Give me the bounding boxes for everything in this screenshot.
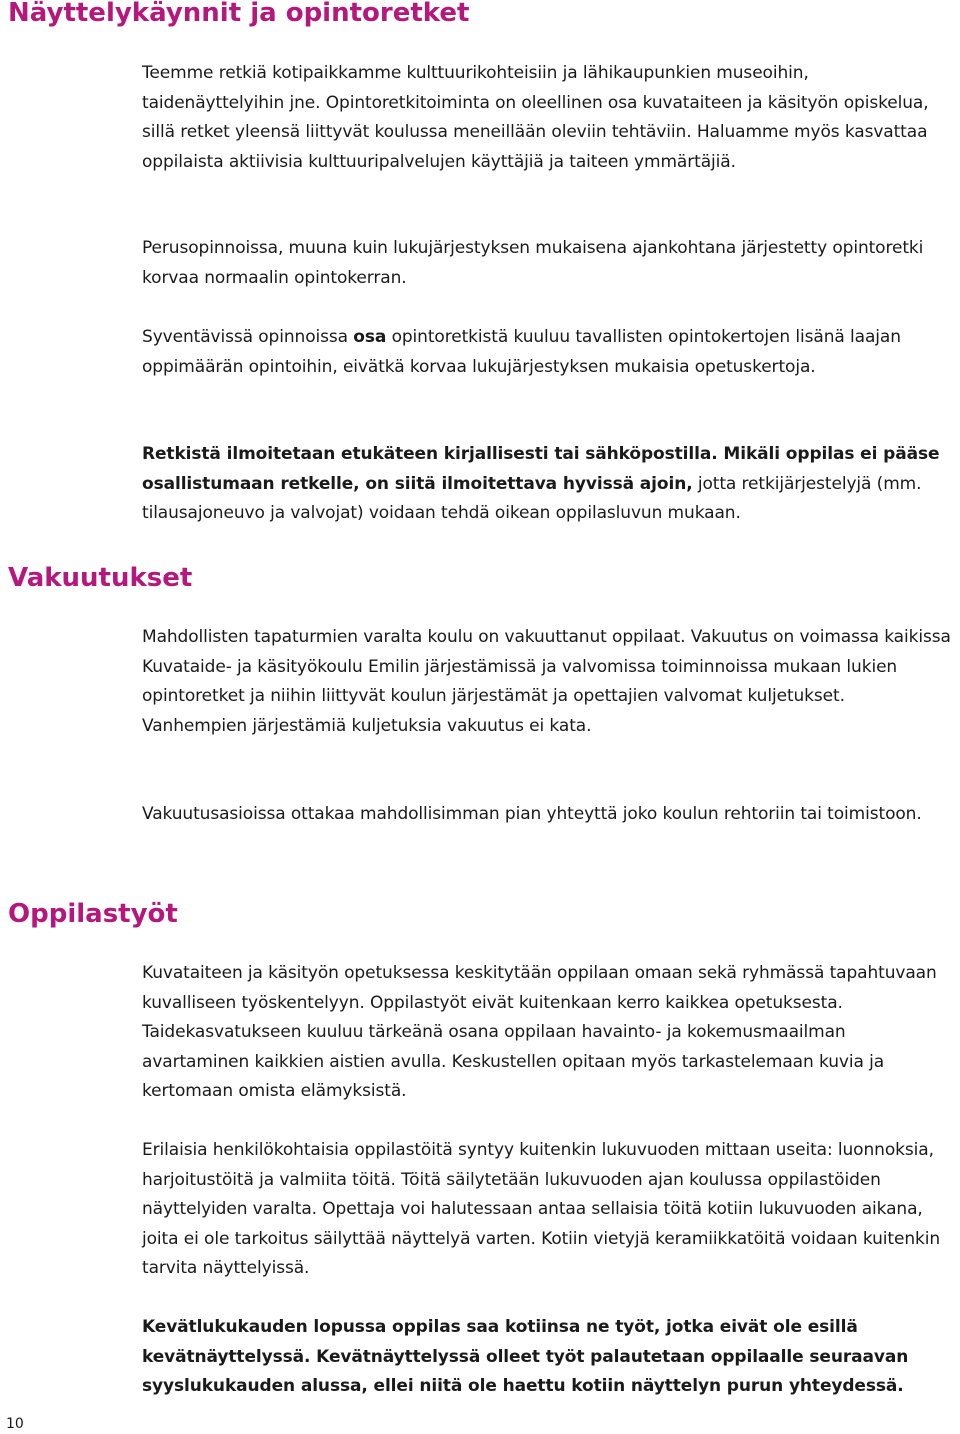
- text-run: Mahdollisten tapaturmien varalta koulu on vakuuttanut oppilaat. Vakuutus on voimassa kaikissa Kuvataide- ja käsityökoulu Emilin järjestämissä ja valvomissa toiminnoissa mukaan lukien opintoretket ja niihin liittyvät koulun järjestämät ja opettajien valvomat kuljetukset. Vanhempien järjestämiä kuljetuksia vakuutus ei kata.: [142, 627, 951, 736]
- text-run: Kuvataiteen ja käsityön opetuksessa keskitytään oppilaan omaan sekä ryhmässä tapahtuvaan kuvalliseen työskentelyyn. Oppilastyöt eivät kuitenkaan kerro kaikkea opetuksesta. Taidekasvatukseen kuuluu tärkeänä osana oppilaan havainto- ja kokemusmaailman avartaminen kaikkien aistien avulla. Keskustellen opitaan myös tarkastelemaan kuvia ja kertomaan omista elämyksistä.: [142, 963, 937, 1101]
- text-run: Teemme retkiä kotipaikkamme kulttuurikohteisiin ja lähikaupunkien museoihin, taidenäyttelyihin jne. Opintoretkitoiminta on oleellinen osa kuvataiteen ja käsityön opiskelua, sillä retket yleensä liittyvät koulussa meneillään oleviin tehtäviin. Haluamme myös kasvattaa oppilaista aktiivisia kulttuuripalvelujen käyttäjiä ja taiteen ymmärtäjiä.: [142, 63, 929, 172]
- paragraph: [142, 800, 954, 830]
- paragraph: [142, 440, 954, 529]
- paragraph: [142, 59, 954, 177]
- bold-text: Kevätlukukauden lopussa oppilas saa kotiinsa ne työt, jotka eivät ole esillä kevätnäyttelyssä. Kevätnäyttelyssä olleet työt palautetaan oppilaalle seuraavan syyslukukauden alussa, ellei niitä ole haettu kotiin näyttelyn purun yhteydessä.: [142, 1317, 909, 1396]
- section-heading-nayttelykaynnit: Näyttelykäynnit ja opintoretket: [8, 0, 470, 28]
- text-run: opintoretkistä kuuluu tavallisten opintokertojen lisänä laajan oppimäärän opintoihin, eivätkä korvaa lukujärjestyksen mukaisia opetuskertoja.: [142, 327, 901, 377]
- text-run: Erilaisia henkilökohtaisia oppilastöitä syntyy kuitenkin lukuvuoden mittaan useita: luonnoksia, harjoitustöitä ja valmiita töitä. Töitä säilytetään lukuvuoden ajan koulussa oppilastöiden näyttelyiden varalta. Opettaja voi halutessaan antaa sellaisia töitä kotiin lukuvuoden aikana, joita ei ole tarkoitus säilyttää näyttelyä varten. Kotiin vietyjä keramiikkatöitä voidaan kuitenkin tarvita näyttelyissä.: [142, 1140, 941, 1278]
- paragraph: [142, 623, 954, 741]
- paragraph: [142, 959, 954, 1107]
- bold-text: Retkistä ilmoitetaan etukäteen kirjallisesti tai sähköpostilla. Mikäli oppilas ei pääse osallistumaan retkelle, on siitä ilmoitettava hyvissä ajoin,: [142, 444, 940, 494]
- paragraph: [142, 1313, 954, 1402]
- paragraph: [142, 1136, 954, 1284]
- paragraph: [142, 323, 954, 382]
- section-heading-oppilastyot: Oppilastyöt: [8, 899, 178, 929]
- text-run: Vakuutusasioissa ottakaa mahdollisimman pian yhteyttä joko koulun rehtoriin tai toimistoon.: [142, 804, 922, 824]
- bold-text: osa: [353, 327, 387, 347]
- section-heading-vakuutukset: Vakuutukset: [8, 563, 193, 593]
- paragraph: [142, 234, 954, 293]
- text-run: Syventävissä opinnoissa: [142, 327, 354, 347]
- text-run: Perusopinnoissa, muuna kuin lukujärjestyksen mukaisena ajankohtana järjestetty opintoretki korvaa normaalin opintokerran.: [142, 238, 924, 288]
- text-run: jotta retkijärjestelyjä (mm. tilausajoneuvo ja valvojat) voidaan tehdä oikean oppilasluvun mukaan.: [142, 473, 922, 523]
- page-number: 10: [6, 1416, 24, 1432]
